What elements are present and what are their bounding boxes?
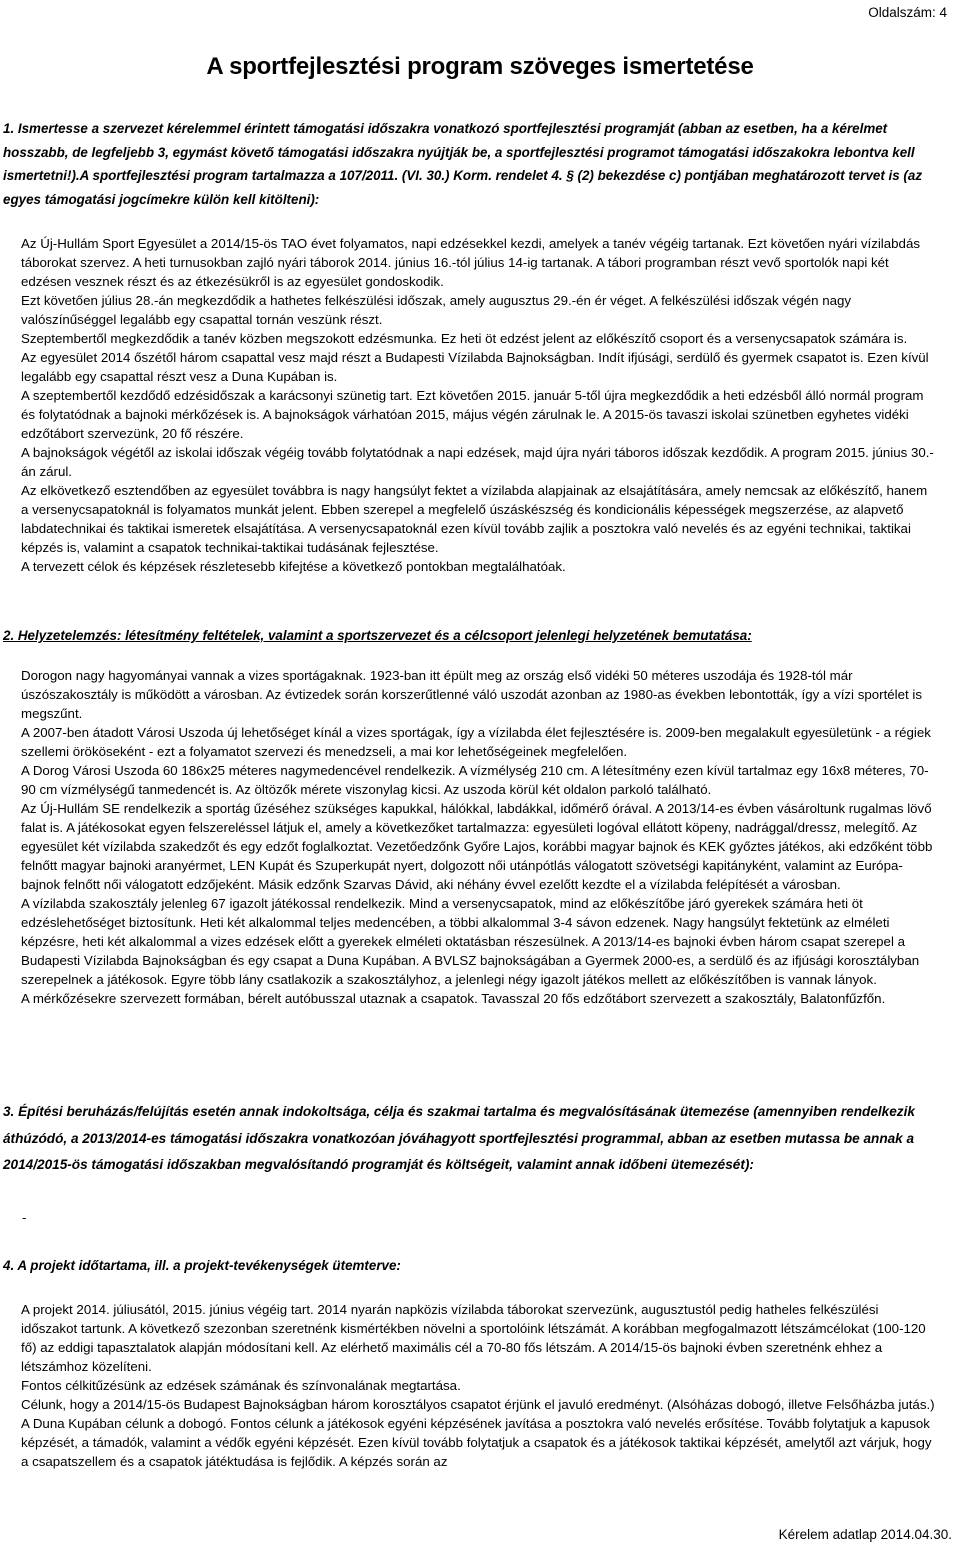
- section-2-body: [21, 666, 938, 1008]
- paragraph: A szeptembertől kezdődő edzésidőszak a karácsonyi szünetig tart. Ezt követően 2015. január 5-től újra megkezdődik a heti edzésből álló normál program és folytatódnak a bajnoki mérkőzések is. A bajnokságok várhatóan 2015, május végén zárulnak le. A 2015-ös tavaszi iskolai szünetben egyhetes vidéki edzőtábort szervezünk, 20 fő részére.: [21, 388, 924, 441]
- page-number: Oldalszám: 4: [868, 5, 947, 20]
- paragraph: A mérkőzésekre szervezett formában, bérelt autóbusszal utaznak a csapatok. Tavasszal 20 fős edzőtábort szervezett a szakosztály, Balatonfűzfőn.: [21, 990, 886, 1006]
- paragraph: Célunk, hogy a 2014/15-ös Budapest Bajnokságban három korosztályos csapatot érjünk el javuló eredményt. (Alsóházas dobogó, illetve Felsőházba jutás.) A Duna Kupában célunk a dobogó. Fontos célunk a játékosok egyéni képzésének javítása a posztokra való nevelés erősítése. Tovább folytatjuk a kapusok képzését, a támadók, valamint a védők egyéni képzését. Ezen kívül tovább folytatjuk a csapatok és a játékosok taktikai képzését, amelytől azt várjuk, hogy a csapatszellem és a csapatok játéktudása is fejlődik. A képzés során az: [21, 1396, 935, 1469]
- section-4-heading: 4. A projekt időtartama, ill. a projekt-tevékenységek ütemterve:: [3, 1258, 401, 1273]
- paragraph: Fontos célkitűzésünk az edzések számának és színvonalának megtartása.: [21, 1377, 461, 1393]
- paragraph: A tervezett célok és képzések részletesebb kifejtése a következő pontokban megtalálhatóak.: [21, 559, 566, 574]
- paragraph: A vízilabda szakosztály jelenleg 67 igazolt játékossal rendelkezik. Mind a versenycsapatok, mind az előkészítőbe járó gyerekek számára heti öt edzéslehetőséget biztosítunk. Heti két alkalommal teljes medencében, a többi alkalommal 3-4 sávon edzenek. Nagy hangsúlyt fektetünk az elméleti képzésre, heti két alkalommal a vizes edzések előtt a gyerekek elméleti oktatásban részesülnek. A 2013/14-es bajnoki évben három csapat szerepel a Budapesti Vízilabda Bajnokságban és egy csapat a Duna Kupában. A BVLSZ bajnokságában a Gyermek 2000-es, a serdülő és az ifjúsági korosztályban szerepelnek a játékosok. Egyre több lány csatlakozik a szakosztályhoz, a jelenlegi négy igazolt játékos mellett az előkészítőben is vannak lányok.: [21, 895, 920, 987]
- section-4: [0, 1254, 960, 1471]
- section-1-heading: 1. Ismertesse a szervezet kérelemmel érintett támogatási időszakra vonatkozó sportfejlesztési programját (abban az esetben, ha a kérelmet hosszabb, de legfeljebb 3, egymást követő támogatási időszakra nyújtják be, a sportfejlesztési programot támogatási időszakokra lebontva kell ismertetni!).A sportfejlesztési program tartalmazza a 107/2011. (VI. 30.) Korm. rendelet 4. § (2) bekezdése c) pontjában meghatározott tervet is (az egyes támogatási jogcímekre külön kell kitölteni):: [3, 121, 923, 207]
- section-2: [0, 624, 960, 1008]
- section-2-heading: 2. Helyzetelemzés: létesítmény feltételek, valamint a sportszervezet és a célcsoport jelenlegi helyzetének bemutatása:: [3, 628, 752, 643]
- section-3: [0, 1099, 960, 1225]
- section-1-body: [21, 234, 938, 576]
- section-3-heading: 3. Építési beruházás/felújítás esetén annak indokoltsága, célja és szakmai tartalma és megvalósításának ütemezése (amennyiben rendelkezik áthúzódó, a 2013/2014-es támogatási időszakra vonatkozóan jóváhagyott sportfejlesztési programmal, abban az esetben mutassa be annak a 2014/2015-ös támogatási időszakban megvalósítandó programját és költségeit, valamint annak időbeni ütemezését):: [3, 1104, 915, 1172]
- paragraph: Dorogon nagy hagyományai vannak a vizes sportágaknak. 1923-ban itt épült meg az ország első vidéki 50 méteres uszodája és 1928-tól már úszószakosztály is működött a városban. Az évtizedek során korszerűtlenné váló uszodát azonban az 1980-as években lebontották, így a vízi sportélet is megszűnt.: [21, 667, 923, 721]
- paragraph: Az egyesület 2014 őszétől három csapattal vesz majd részt a Budapesti Vízilabda Bajnokságban. Indít ifjúsági, serdülő és gyermek csapatot is. Ezen kívül legalább egy csapattal részt vesz a Duna Kupában is.: [21, 350, 929, 384]
- paragraph: Az Új-Hullám SE rendelkezik a sportág űzéséhez szükséges kapukkal, hálókkal, labdákkal, időmérő órával. A 2013/14-es évben vásároltunk rugalmas lövő falat is. A játékosokat egyen felszereléssel látjuk el, amely a következőket tartalmazza: egyesületi logóval ellátott köpeny, nadrággal/dressz, melegítő. Az egyesület két vízilabda szakedzőt és egy edzőt foglalkoztat. Vezetőedzőnk Győre Lajos, korábbi magyar bajnok és KEK győztes játékos, aki edzőként több felnőtt magyar bajnoki aranyérmet, LEN Kupát és Szuperkupát nyert, dolgozott női utánpótlás válogatott szövetségi kapitányként, valamint az Európa-bajnok felnőtt női válogatott edzőjeként. Másik edzőnk Szarvas Dávid, aki néhány évvel ezelőtt kezdte el a vízilabda felépítését a városban.: [21, 800, 933, 892]
- paragraph: A projekt 2014. júliusától, 2015. június végéig tart. 2014 nyarán napközis vízilabda táborokat szervezünk, augusztustól pedig hatheles felkészülési időszakot tartunk. A következő szezonban szeretnénk kismértékben növelni a sportolóink létszámát. A korábban megfogalmazott létszámcélokat (100-120 fő) az eddigi tapasztalatok alapján módosítani kell. Az elérhető maximális cél a 70-80 fős létszám. A 2014/15-ös bajnoki évben szeretnénk ehhez a létszámhoz közelíteni.: [21, 1301, 926, 1374]
- paragraph: A Dorog Városi Uszoda 60 186x25 méteres nagymedencével rendelkezik. A vízmélység 210 cm. A létesítmény ezen kívül tartalmaz egy 16x8 méteres, 70-90 cm vízmélységű tanmedencét is. Az öltözők mérete viszonylag kicsi. Az uszoda körül két oldalon parkoló található.: [21, 762, 929, 797]
- paragraph: Az Új-Hullám Sport Egyesület a 2014/15-ös TAO évet folyamatos, napi edzésekkel kezdi, amelyek a tanév végéig tartanak. Ezt követően nyári vízilabdás táborokat szervez. A heti turnusokban zajló nyári táborok 2014. június 16.-tól július 14-ig tartanak. A tábori programban részt vevő sportolók napi két edzésen vesznek részt és az étkezésükről is az egyesület gondoskodik.: [21, 236, 920, 289]
- section-3-content: -: [22, 1209, 27, 1225]
- section-4-body: [21, 1300, 938, 1471]
- section-1: [0, 117, 960, 576]
- paragraph: Az elkövetkező esztendőben az egyesület továbbra is nagy hangsúlyt fektet a vízilabda alapjainak az elsajátítására, amely nemcsak az előkészítő, hanem a versenycsapatoknál is folyamatos munkát jelent. Ebben szerepel a megfelelő úszáskészség és kondicionális képességek megszerzése, az alapvető labdatechnikai és taktikai ismeretek elsajátítása. A versenycsapatoknál ezen kívül tovább zajlik a posztokra való nevelés és az egyéni technikai, taktikai képzés is, valamint a csapatok technikai-taktikai tudásának fejlesztése.: [21, 483, 928, 555]
- paragraph: Szeptembertől megkezdődik a tanév közben megszokott edzésmunka. Ez heti öt edzést jelent az előkészítő csoport és a versenycsapatok számára is.: [21, 331, 908, 346]
- paragraph: A bajnokságok végétől az iskolai időszak végéig tovább folytatódnak a napi edzések, majd újra nyári táboros időszak kezdődik. A program 2015. június 30.-án zárul.: [21, 445, 934, 479]
- footer-form-date: Kérelem adatlap 2014.04.30.: [778, 1527, 952, 1542]
- document-title: A sportfejlesztési program szöveges ismertetése: [206, 53, 754, 80]
- paragraph: A 2007-ben átadott Városi Uszoda új lehetőséget kínál a vizes sportágak, így a vízilabda élet fejlesztésére is. 2009-ben megalakult egyesületünk - a régiek szellemi örököseként - ezt a folyamatot szervezi és menedzseli, a mai kor lehetőségeinek megfelelően.: [21, 724, 931, 759]
- paragraph: Ezt követően július 28.-án megkezdődik a hathetes felkészülési időszak, amely augusztus 29.-én ér véget. A felkészülési időszak végén nagy valószínűséggel legalább egy csapattal tornán veszünk részt.: [21, 293, 852, 327]
